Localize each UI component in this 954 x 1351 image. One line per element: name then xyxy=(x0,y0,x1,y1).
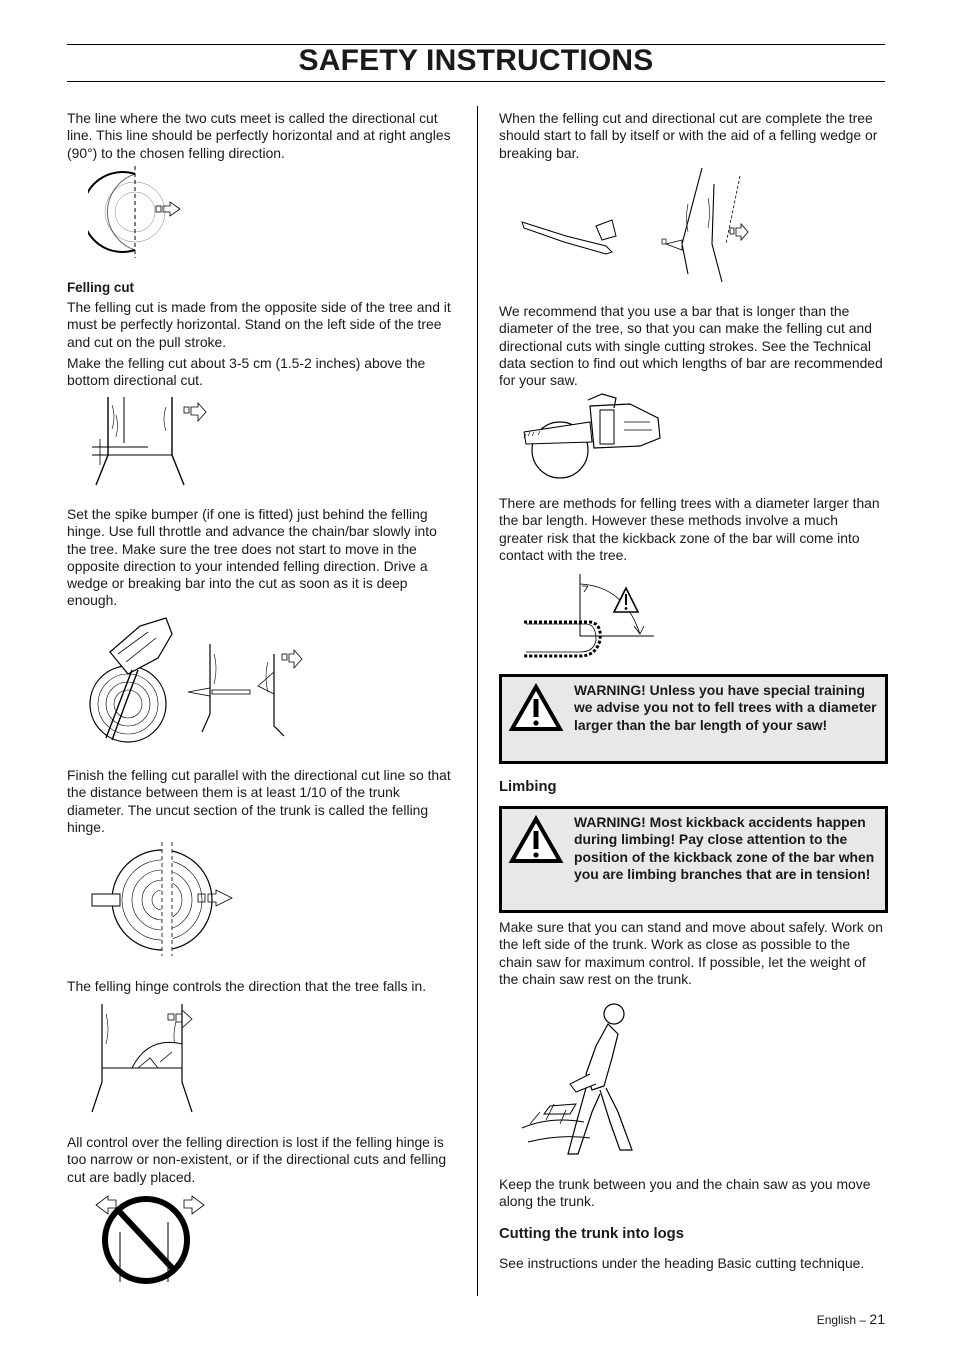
figure-wedge-and-breaking-bar xyxy=(516,164,756,290)
figure-felling-hinge xyxy=(88,842,248,956)
figure-kickback-zone xyxy=(520,572,660,664)
paragraph-felling-cut: The felling cut is made from the opposite side of the tree and it must be perfectly horizontal. Stand on the left side of the tree and cut on the pull stroke. xyxy=(67,299,451,350)
figure-prohibited-bad-hinge xyxy=(90,1192,210,1284)
figure-chainsaw-felling-cut xyxy=(88,614,308,749)
felling-direction-arrow-icon xyxy=(730,224,748,240)
paragraph-hinge-controls: The felling hinge controls the direction that the tree falls in. xyxy=(67,978,427,994)
warning-triangle-icon xyxy=(508,815,564,865)
page-title: SAFETY INSTRUCTIONS xyxy=(298,44,654,77)
warning-box-fell-large-trees xyxy=(499,674,888,764)
felling-direction-arrow-icon xyxy=(198,890,232,906)
felling-direction-arrow-icon xyxy=(168,1010,192,1028)
paragraph-felling-hinge: Finish the felling cut parallel with the directional cut line so that the distance between them is at least 1/10 of the trunk diameter. The uncut section of the trunk is called the felling hinge. xyxy=(67,767,451,835)
paragraph-spike-bumper: Set the spike bumper (if one is fitted) just behind the felling hinge. Use full throttle and advance the chain/bar slowly into the tree. Make sure the tree does not start to move in the opposite direction to your intended felling direction. Drive a wedge or breaking bar into the cut as soon as it is deep enough. xyxy=(67,506,437,609)
footer-dash: – xyxy=(859,1313,867,1327)
warning-triangle-icon xyxy=(508,683,564,733)
column-divider xyxy=(477,106,478,1296)
heading-limbing: Limbing xyxy=(499,779,557,795)
paragraph-bar-longer-than-diameter: We recommend that you use a bar that is longer than the diameter of the tree, so that you can make the felling cut and directional cuts with single cutting strokes. See the Technical data section to find out which lengths of bar are recommended for your saw. xyxy=(499,303,883,389)
paragraph-tree-falls: When the felling cut and directional cut are complete the tree should start to fall by itself or with the aid of a felling wedge or breaking bar. xyxy=(499,110,878,161)
paragraph-directional-cut-line: The line where the two cuts meet is called the directional cut line. This line should be perfectly horizontal and at right angles (90°) to the chosen felling direction. xyxy=(67,110,451,161)
warning-text-limbing: WARNING! Most kickback accidents happen during limbing! Pay close attention to the position of the kickback zone of the bar when you are limbing branches that are in tension! xyxy=(574,814,875,883)
paragraph-keep-trunk-between: Keep the trunk between you and the chain saw as you move along the trunk. xyxy=(499,1176,871,1210)
page-footer xyxy=(817,1311,885,1327)
figure-directional-cut-line xyxy=(88,166,198,258)
footer-language: English xyxy=(816,1313,857,1327)
felling-direction-arrow-icon xyxy=(156,202,180,216)
felling-direction-arrow-icon xyxy=(184,403,206,421)
warning-triangle-icon xyxy=(614,588,638,612)
paragraph-control-lost: All control over the felling direction is lost if the felling hinge is too narrow or non-existent, or if the directional cuts and felling cut are badly placed. xyxy=(67,1134,447,1185)
felling-direction-arrow-icon xyxy=(184,1196,204,1214)
page-number: 21 xyxy=(869,1311,885,1327)
paragraph-felling-cut-height: Make the felling cut about 3-5 cm (1.5-2 inches) above the bottom directional cut. xyxy=(67,355,426,389)
felling-direction-arrow-icon xyxy=(282,650,302,668)
header-rule-bottom xyxy=(67,81,885,82)
warning-text-fell-large-trees: WARNING! Unless you have special training we advise you not to fell trees with a diameter larger than the bar length of your saw! xyxy=(574,682,877,733)
heading-felling-cut: Felling cut xyxy=(67,280,134,295)
warning-box-limbing xyxy=(499,806,888,913)
figure-hinge-direction xyxy=(88,1002,208,1117)
paragraph-see-basic-cutting: See instructions under the heading Basic cutting technique. xyxy=(499,1255,865,1271)
heading-cutting-trunk-into-logs: Cutting the trunk into logs xyxy=(499,1226,684,1242)
figure-bar-vs-diameter xyxy=(520,392,670,480)
figure-person-limbing xyxy=(520,994,650,1160)
figure-felling-cut-height xyxy=(88,395,218,487)
felling-direction-arrow-icon xyxy=(662,239,666,244)
paragraph-stand-safely: Make sure that you can stand and move about safely. Work on the left side of the trunk. Work as close as possible to the chain saw for maximum control. If possible, let the weight of the chain saw rest on the trunk. xyxy=(499,919,884,987)
paragraph-large-diameter-methods: There are methods for felling trees with a diameter larger than the bar length. However these methods involve a much greater risk that the kickback zone of the bar will come into contact with the tree. xyxy=(499,495,880,563)
